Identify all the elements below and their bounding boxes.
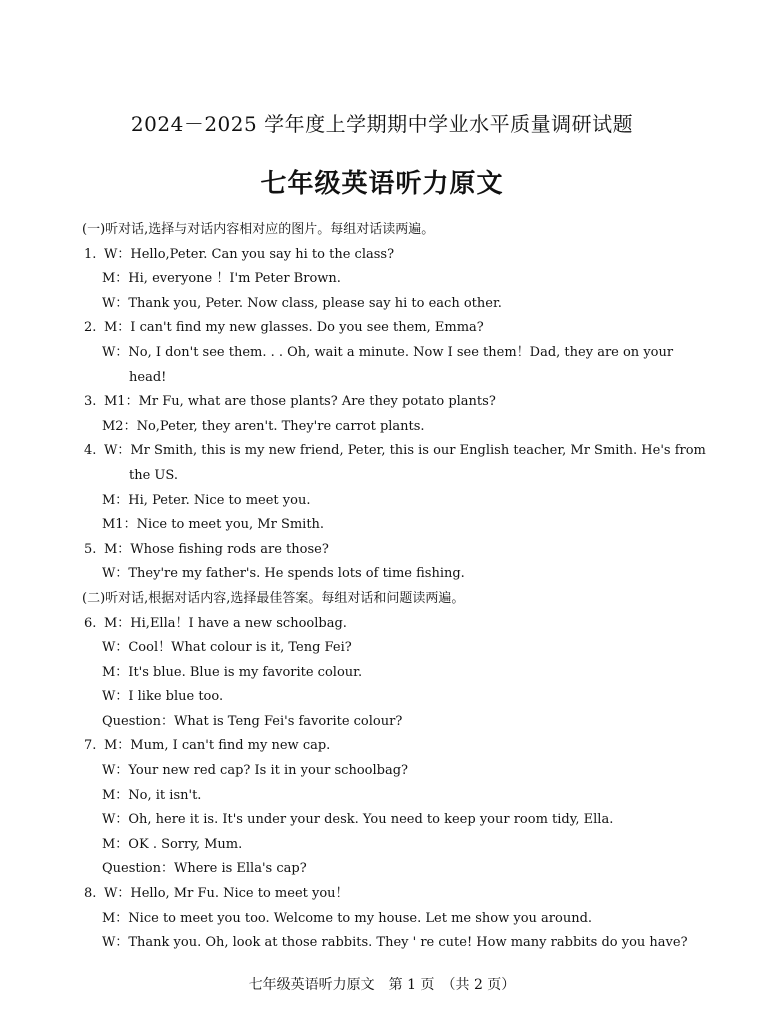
page-footer: 七年级英语听力原文 第 1 页 （共 2 页） [248,977,516,993]
dialogue-line: W：Thank you. Oh, look at those rabbits. They ' re cute! How many rabbits do you have? [102,935,688,951]
dialogue-line: M：It's blue. Blue is my favorite colour. [102,664,363,680]
question-number: 3. [84,394,97,410]
dialogue-line: W：Oh, here it is. It's under your desk. You need to keep your room tidy, Ella. [102,812,614,828]
question-number: 8. [84,886,97,902]
section-heading-2: (二)听对话,根据对话内容,选择最佳答案。每组对话和问题读两遍。 [82,590,465,606]
question-number: 6. [84,615,97,631]
dialogue-line: 3. M1：Mr Fu, what are those plants? Are they potato plants? [84,390,684,415]
page-title: 2024－2025 学年度上学期期中学业水平质量调研试题 [130,112,634,136]
question-number: 4. [84,443,97,459]
dialogue-line: 7. M：Mum, I can't find my new cap. [84,734,684,759]
question-number: 2. [84,320,97,336]
dialogue-line: W：Your new red cap? Is it in your schoolbag? [102,763,409,779]
dialogue-line: M：OK . Sorry, Mum. [102,836,243,852]
dialogue-line: 6. M：Hi,Ella！I have a new schoolbag. [84,612,684,637]
dialogue-line: 2. M：I can't find my new glasses. Do you see them, Emma? [84,316,684,341]
dialogue-line-continued: the US. [129,467,178,483]
dialogue-line: M：No, it isn't. [102,787,202,803]
dialogue-line: 8. W：Hello, Mr Fu. Nice to meet you！ [84,882,684,907]
transcript-body [82,218,706,956]
question-number: 7. [84,738,97,754]
question-number: 1. [84,246,97,262]
dialogue-line: M：Hi, Peter. Nice to meet you. [102,492,311,508]
page-subtitle: 七年级英语听力原文 [260,169,504,199]
dialogue-line: W：I like blue too. [102,689,224,705]
dialogue-line: 1. W：Hello,Peter. Can you say hi to the class? [84,243,684,268]
dialogue-line: 4. W：Mr Smith, this is my new friend, Peter, this is our English teacher, Mr Smith. He's from [84,439,684,464]
dialogue-line: W：Cool！What colour is it, Teng Fei? [102,640,352,656]
dialogue-line: M2：No,Peter, they aren't. They're carrot plants. [102,418,425,434]
question-line: Question：Where is Ella's cap? [102,861,307,877]
dialogue-line: 5. M：Whose fishing rods are those? [84,538,684,563]
dialogue-line: W：No, I don't see them. . . Oh, wait a minute. Now I see them！Dad, they are on your [102,344,674,360]
dialogue-line: W：Thank you, Peter. Now class, please say hi to each other. [102,295,502,311]
dialogue-line: W：They're my father's. He spends lots of time fishing. [102,566,465,582]
dialogue-line: M1：Nice to meet you, Mr Smith. [102,517,325,533]
section-heading-1: (一)听对话,选择与对话内容相对应的图片。每组对话读两遍。 [82,222,435,237]
dialogue-line-continued: head! [129,369,167,385]
question-number: 5. [84,541,97,557]
question-line: Question：What is Teng Fei's favorite colour? [102,713,403,729]
dialogue-line: M：Hi, everyone ！I'm Peter Brown. [102,271,341,287]
dialogue-line: M：Nice to meet you too. Welcome to my house. Let me show you around. [102,910,593,926]
